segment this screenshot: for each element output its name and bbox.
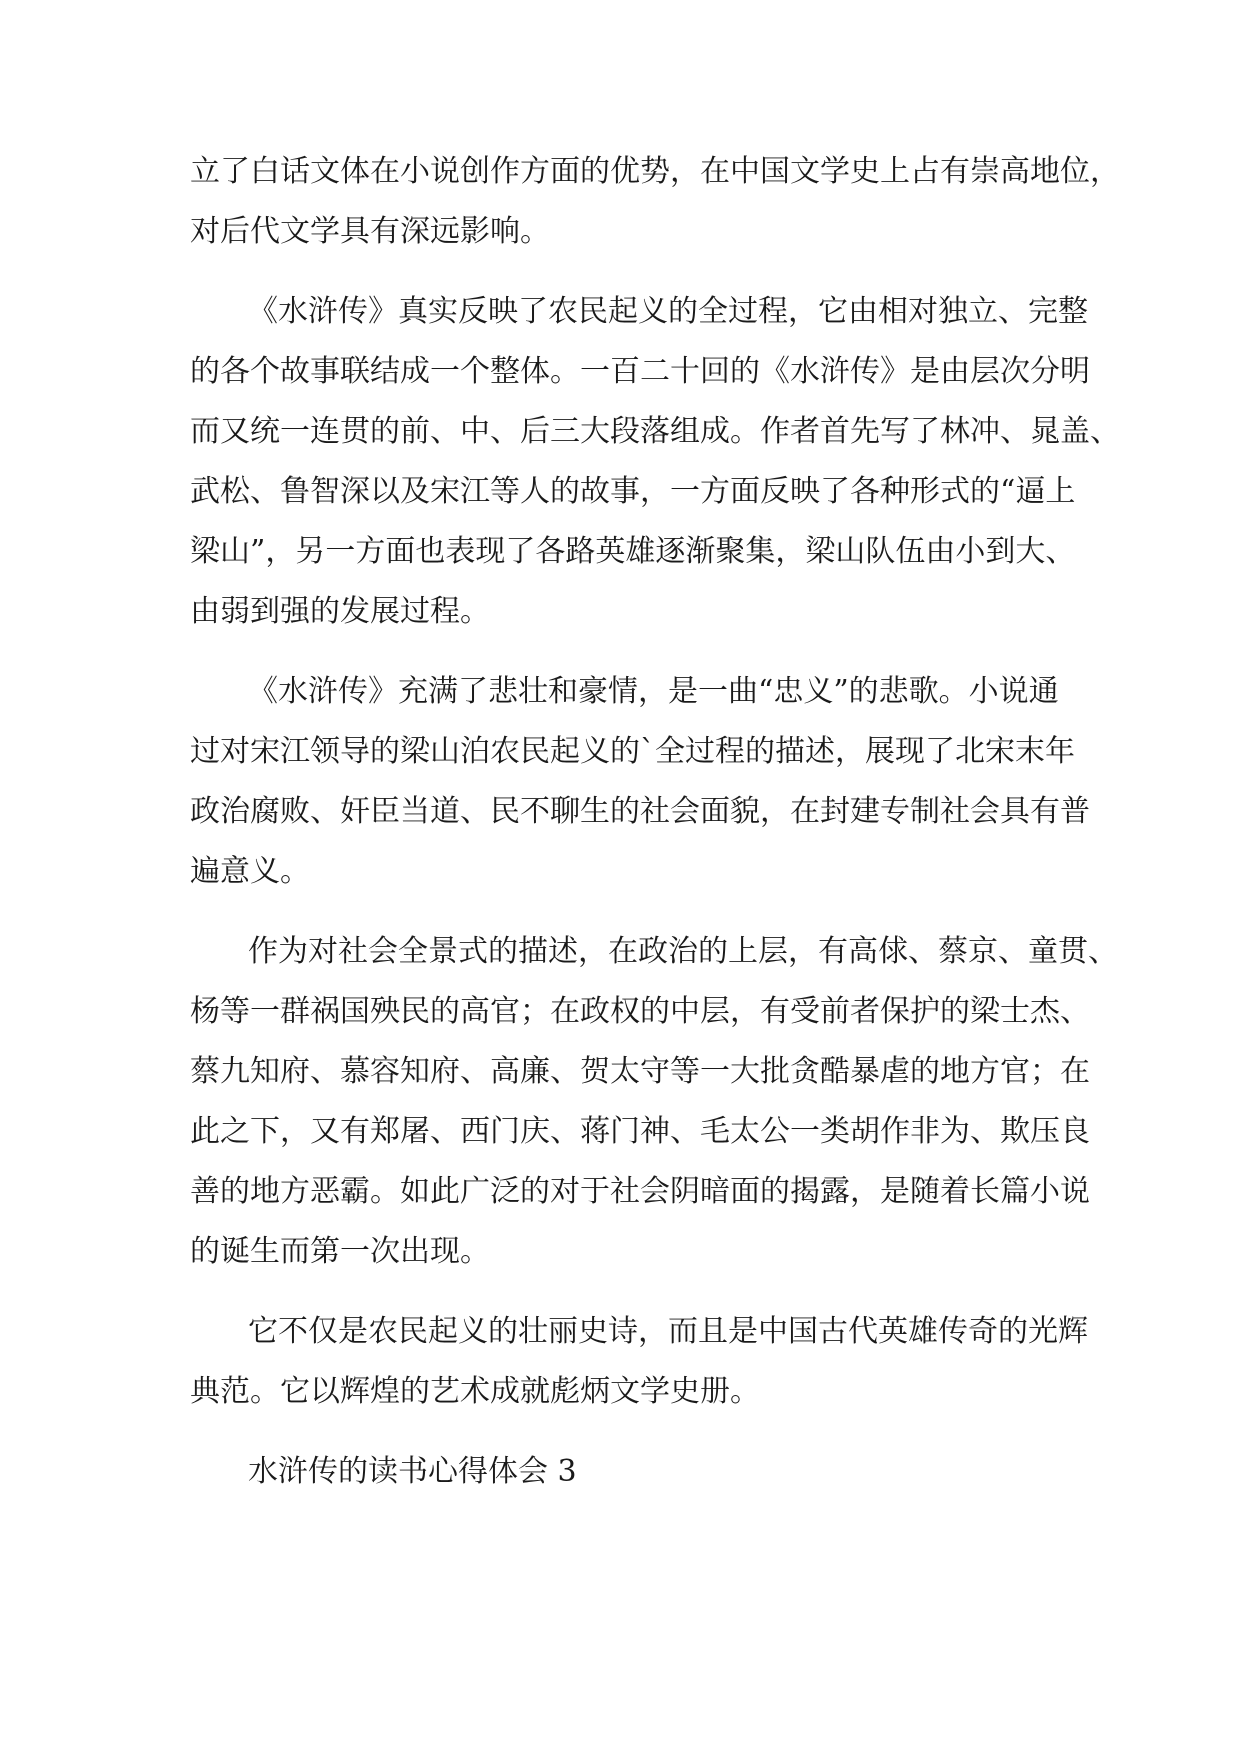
paragraph-3-line-3: 政治腐败、奸臣当道、民不聊生的社会面貌，在封建专制社会具有普 [190,794,1090,829]
paragraph-4-line-3: 蔡九知府、慕容知府、高廉、贺太守等一大批贪酷暴虐的地方官；在 [190,1054,1090,1089]
paragraph-2-line-3: 而又统一连贯的前、中、后三大段落组成。作者首先写了林冲、晁盖、 [190,414,1120,449]
paragraph-5-line-1: 它不仅是农民起义的壮丽史诗，而且是中国古代英雄传奇的光辉 [248,1314,1088,1349]
paragraph-2-line-5: 梁山”，另一方面也表现了各路英雄逐渐聚集，梁山队伍由小到大、 [190,534,1076,569]
paragraph-4-line-4: 此之下，又有郑屠、西门庆、蒋门神、毛太公一类胡作非为、欺压良 [190,1114,1090,1149]
section-heading: 水浒传的读书心得体会 3 [248,1454,577,1489]
paragraph-2-line-1: 《水浒传》真实反映了农民起义的全过程，它由相对独立、完整 [248,294,1088,329]
paragraph-2-line-2: 的各个故事联结成一个整体。一百二十回的《水浒传》是由层次分明 [190,354,1090,389]
paragraph-1-line-2: 对后代文学具有深远影响。 [190,214,550,249]
paragraph-4-line-2: 杨等一群祸国殃民的高官；在政权的中层，有受前者保护的梁士杰、 [190,994,1090,1029]
paragraph-4-line-1: 作为对社会全景式的描述，在政治的上层，有高俅、蔡京、童贯、 [248,934,1118,969]
paragraph-4-line-5: 善的地方恶霸。如此广泛的对于社会阴暗面的揭露，是随着长篇小说 [190,1174,1090,1209]
paragraph-1-line-1: 立了白话文体在小说创作方面的优势，在中国文学史上占有崇高地位， [190,154,1120,189]
paragraph-3-line-1: 《水浒传》充满了悲壮和豪情，是一曲“忠义”的悲歌。小说通 [248,674,1059,709]
paragraph-2-line-6: 由弱到强的发展过程。 [190,594,490,629]
paragraph-3-line-4: 遍意义。 [190,854,310,889]
paragraph-5-line-2: 典范。它以辉煌的艺术成就彪炳文学史册。 [190,1374,760,1409]
paragraph-4-line-6: 的诞生而第一次出现。 [190,1234,490,1269]
paragraph-3-line-2: 过对宋江领导的梁山泊农民起义的`全过程的描述，展现了北宋末年 [190,734,1075,769]
paragraph-2-line-4: 武松、鲁智深以及宋江等人的故事，一方面反映了各种形式的“逼上 [190,474,1076,509]
